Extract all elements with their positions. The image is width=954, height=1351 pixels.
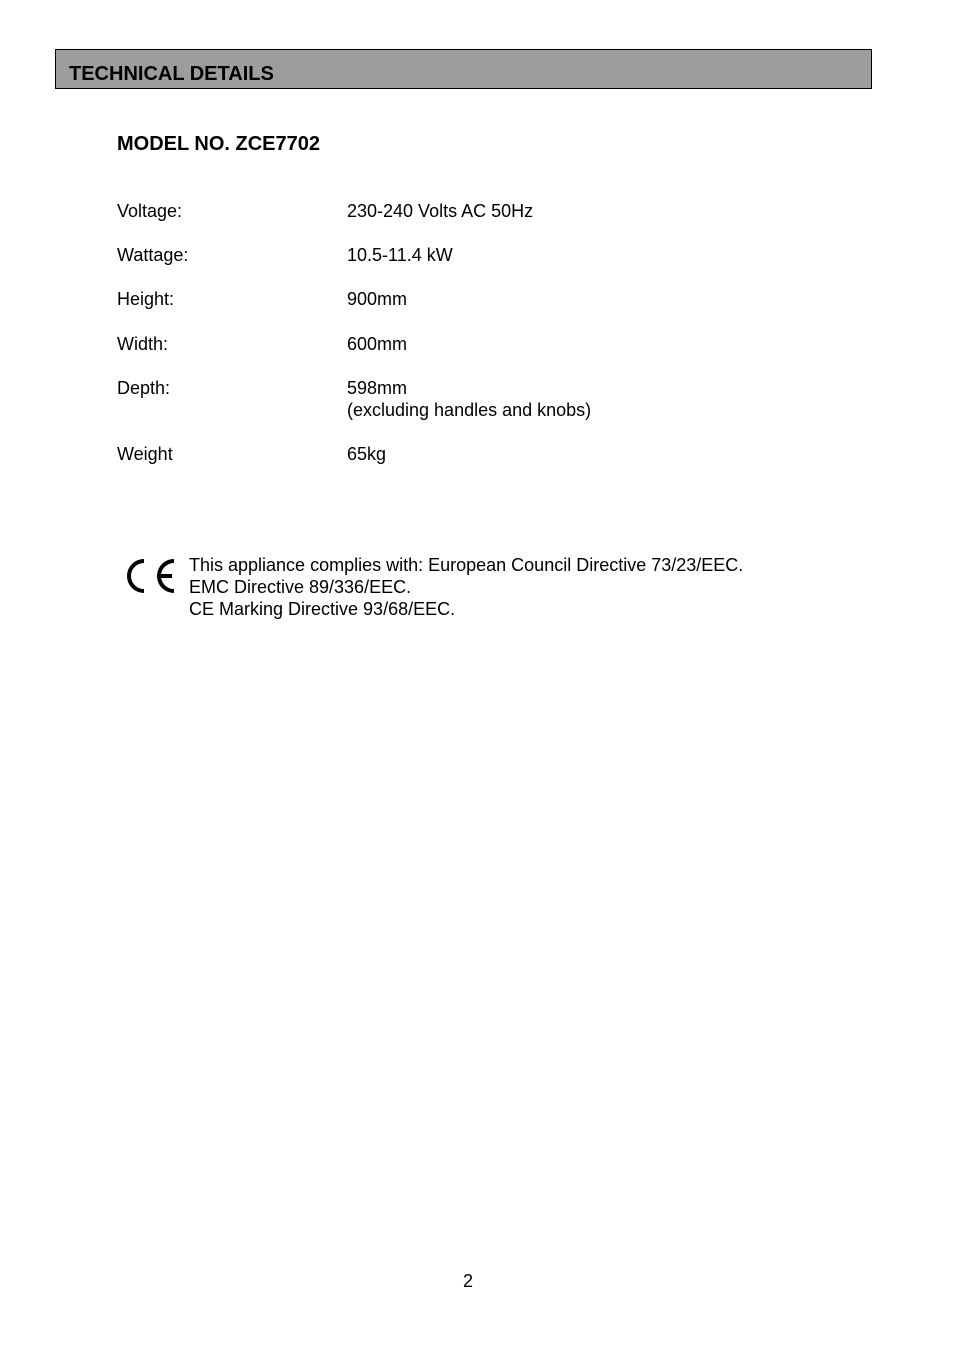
- spec-label-voltage: Voltage:: [117, 201, 183, 221]
- spec-value-voltage: 230-240 Volts AC 50Hz: [347, 201, 534, 221]
- spec-label-depth: Depth:: [117, 378, 171, 398]
- compliance-line: CE Marking Directive 93/68/EEC.: [189, 599, 456, 619]
- spec-label-width: Width:: [117, 334, 169, 354]
- spec-value-height: 900mm: [347, 289, 408, 309]
- spec-note-depth: (excluding handles and knobs): [347, 400, 592, 420]
- spec-value-wattage: 10.5-11.4 kW: [347, 245, 453, 265]
- spec-value-depth: 598mm: [347, 378, 408, 398]
- model-number-heading: MODEL NO. ZCE7702: [117, 133, 321, 155]
- spec-label-height: Height:: [117, 289, 175, 309]
- compliance-line: EMC Directive 89/336/EEC.: [189, 577, 412, 597]
- section-header-bar: [55, 49, 872, 89]
- page-number: 2: [462, 1271, 473, 1291]
- spec-label-weight: Weight: [117, 444, 173, 464]
- ce-mark-icon: [122, 556, 178, 596]
- compliance-line: This appliance complies with: European Council Directive 73/23/EEC.: [189, 555, 744, 575]
- section-title: TECHNICAL DETAILS: [69, 63, 274, 85]
- spec-value-weight: 65kg: [347, 444, 387, 464]
- spec-label-wattage: Wattage:: [117, 245, 189, 265]
- spec-value-width: 600mm: [347, 334, 408, 354]
